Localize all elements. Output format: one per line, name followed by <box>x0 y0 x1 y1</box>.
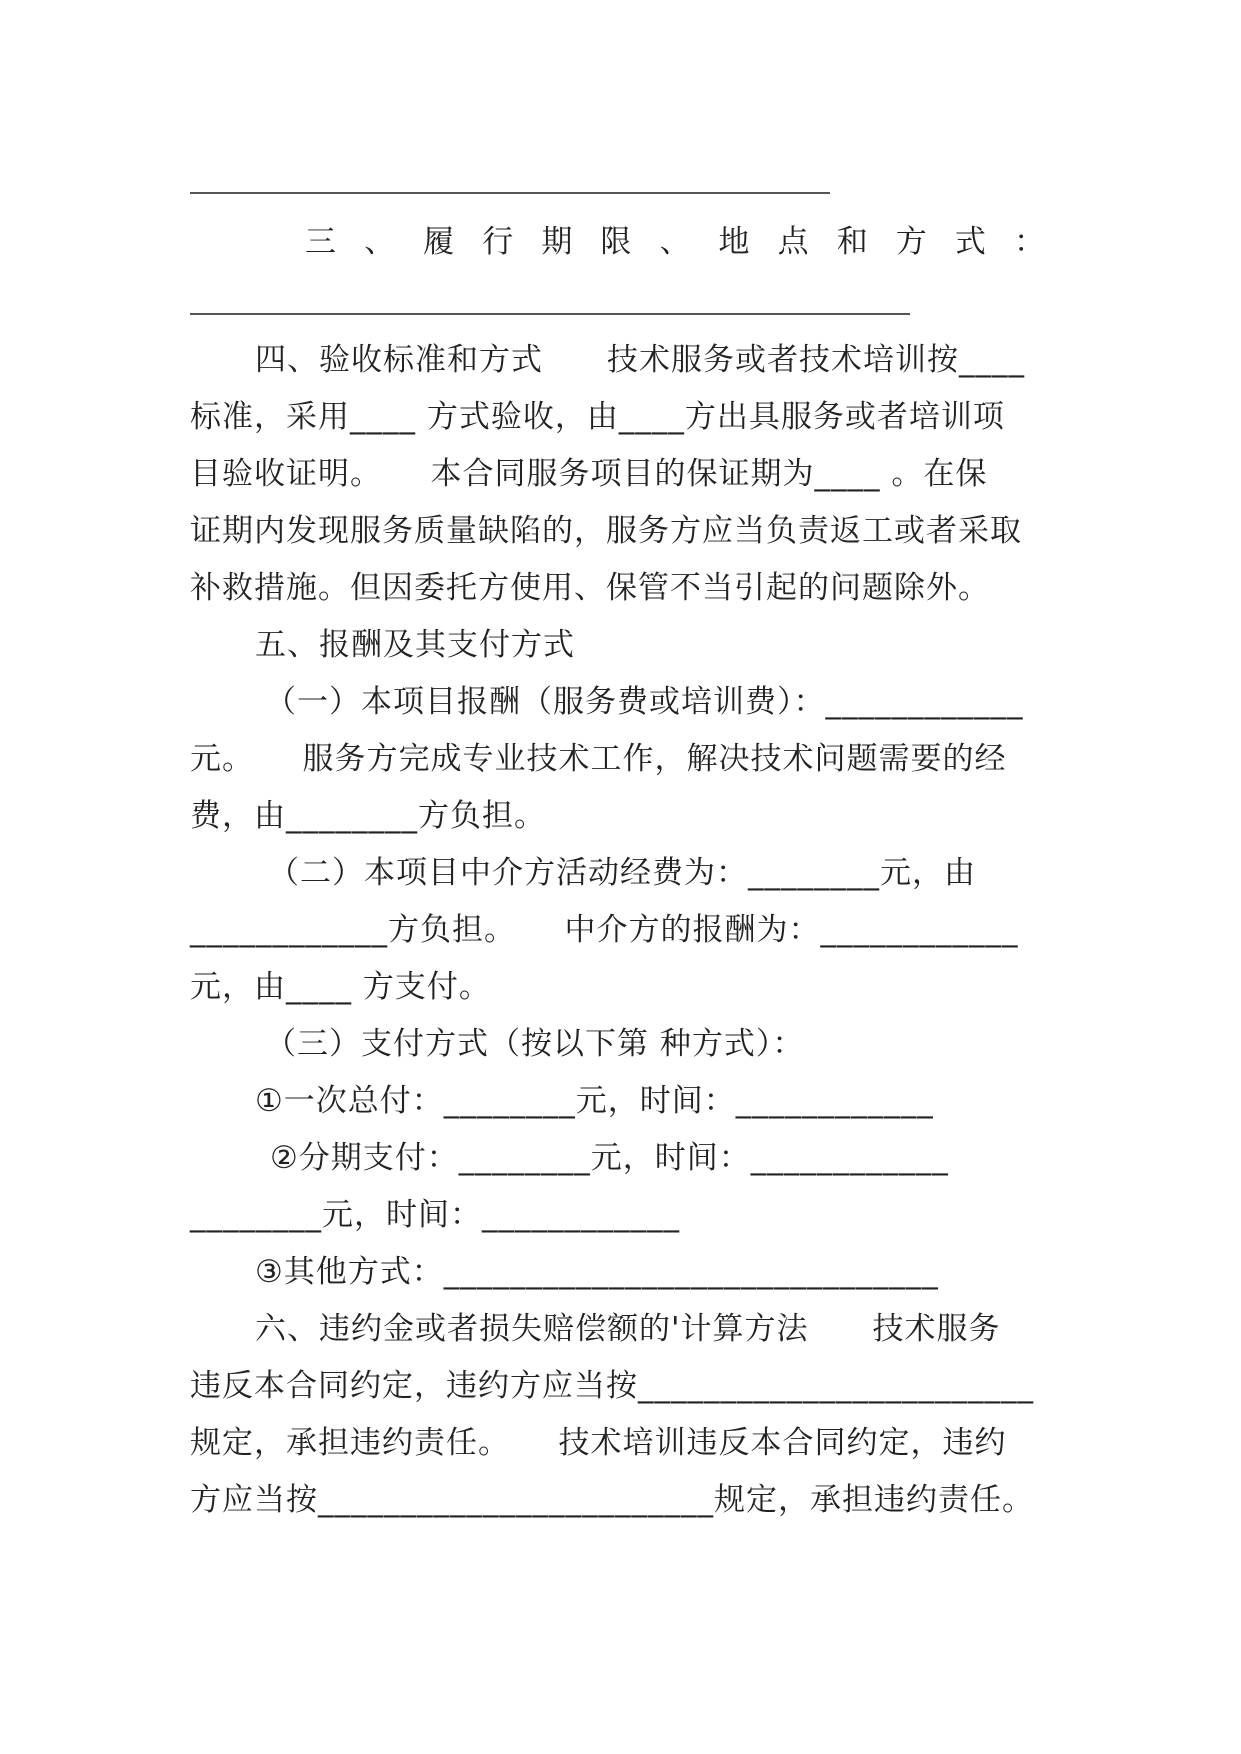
paragraph-line: 元。 服务方完成专业技术工作，解决技术问题需要的经 <box>190 741 1007 777</box>
paragraph-line: 补救措施。但因委托方使用、保管不当引起的问题除外。 <box>190 570 990 606</box>
heading-char: 履 <box>423 224 455 260</box>
heading-char: 限 <box>600 224 632 260</box>
paragraph-line: ________元，时间：____________ <box>190 1197 680 1233</box>
heading-char: ： <box>1013 224 1045 260</box>
paragraph-line: （二）本项目中介方活动经费为：________元，由 <box>268 855 976 891</box>
paragraph-line: 规定，承担违约责任。 技术培训违反本合同约定，违约 <box>190 1425 1007 1461</box>
paragraph-line: 方应当按________________________规定，承担违约责任。 <box>190 1482 1034 1518</box>
paragraph-line: 元，由____ 方支付。 <box>190 969 491 1005</box>
paragraph-line: 违反本合同约定，违约方应当按________________________ <box>190 1368 1034 1404</box>
heading-char: 行 <box>482 224 514 260</box>
heading-char: 、 <box>659 224 691 260</box>
paragraph-line: ②分期支付：________元，时间：____________ <box>270 1140 949 1176</box>
heading-char: 、 <box>364 224 396 260</box>
blank-line-top <box>190 192 830 194</box>
paragraph-line: ③其他方式：______________________________ <box>255 1254 939 1290</box>
paragraph-line: （一）本项目报酬（服务费或培训费）：____________ <box>265 684 1024 720</box>
paragraph-line: 费，由________方负担。 <box>190 798 546 834</box>
heading-char: 方 <box>895 224 927 260</box>
paragraph-line: 目验收证明。 本合同服务项目的保证期为____ 。在保 <box>190 456 988 492</box>
blank-line-section-3 <box>190 313 910 315</box>
heading-char: 三 <box>305 224 336 260</box>
paragraph-line: 四、验收标准和方式 技术服务或者技术培训按____ <box>255 342 1025 378</box>
paragraph-line: ____________方负担。 中介方的报酬为：____________ <box>190 912 1019 948</box>
heading-char: 地 <box>718 224 750 260</box>
paragraph-line: 标准，采用____ 方式验收，由____方出具服务或者培训项 <box>190 399 1005 435</box>
heading-char: 点 <box>777 224 809 260</box>
heading-char: 和 <box>836 224 868 260</box>
section-heading: 六、违约金或者损失赔偿额的'计算方法 技术服务 <box>255 1311 1001 1347</box>
paragraph-line: （三）支付方式（按以下第 种方式）： <box>265 1026 805 1062</box>
heading-char: 期 <box>541 224 573 260</box>
paragraph-line: ①一次总付：________元，时间：____________ <box>255 1083 934 1119</box>
heading-char: 式 <box>954 224 986 260</box>
paragraph-line: 证期内发现服务质量缺陷的，服务方应当负责返工或者采取 <box>190 513 1022 549</box>
section-3-heading <box>305 222 1045 262</box>
section-heading: 五、报酬及其支付方式 <box>255 627 575 663</box>
